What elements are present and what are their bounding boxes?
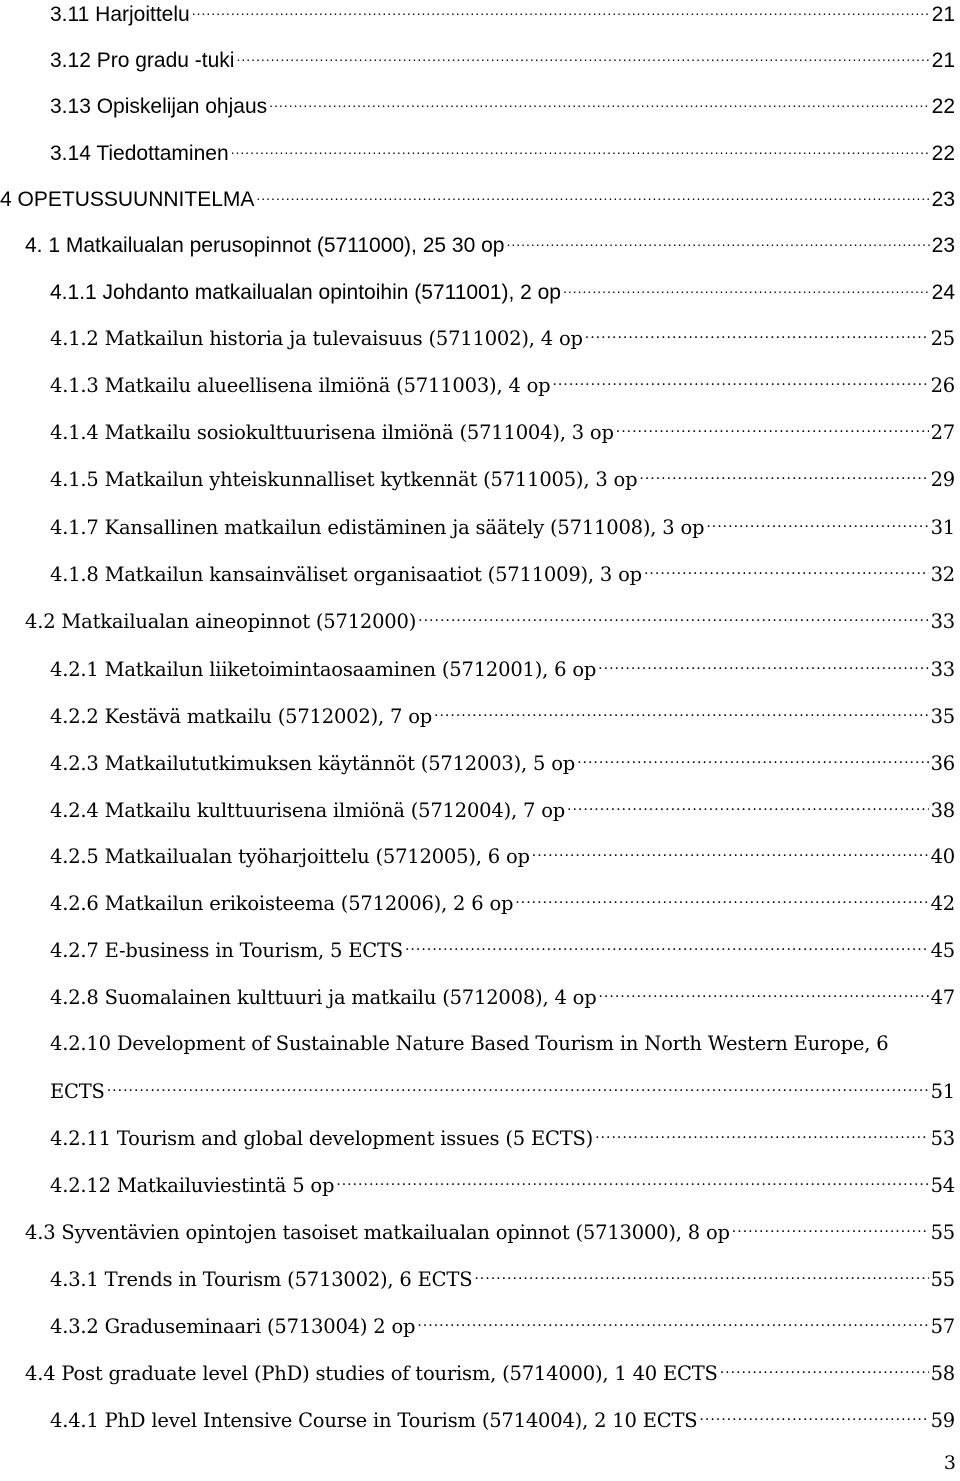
toc-entry-page: 26 [930,373,955,397]
toc-entry[interactable] [50,703,955,730]
toc-entry-title: 4.2.4 Matkailu kulttuurisena ilmiönä (5712004), 7 op [50,798,566,822]
toc-entry-title: 4.2.12 Matkailuviestintä 5 op [50,1173,335,1197]
toc-entry-title: 4.2.6 Matkailun erikoisteema (5712006), 2 6 op [50,891,514,915]
toc-entry[interactable] [50,1266,955,1293]
toc-leader-dots [434,703,929,723]
toc-leader-dots [577,750,929,770]
toc-leader-dots [595,1125,928,1145]
toc-entry[interactable] [50,514,955,541]
toc-entry-title: 4.1.8 Matkailun kansainväliset organisaatiot (5711009), 3 op [50,562,642,586]
toc-leader-dots [732,1219,929,1239]
toc-leader-dots [598,984,928,1004]
toc-entry[interactable] [25,608,955,635]
toc-leader-dots [336,1172,928,1192]
toc-leader-dots [269,92,930,113]
toc-entry-title: ECTS [50,1079,105,1103]
toc-entry-title: 3.12 Pro gradu -tuki [50,49,235,72]
toc-entry-title: 4.1.4 Matkailu sosiokulttuurisena ilmiönä (5711004), 3 op [50,420,614,444]
toc-leader-dots [567,797,929,817]
toc-entry-page: 57 [930,1314,955,1338]
toc-entry[interactable] [50,419,955,446]
toc-entry[interactable] [50,46,955,74]
toc-entry[interactable] [50,561,955,588]
toc-entry-page: 33 [930,609,955,633]
toc-entry-page: 42 [930,891,955,915]
toc-entry-page: 55 [930,1220,955,1244]
toc-entry[interactable] [50,0,955,28]
toc-entry[interactable] [25,231,955,259]
page-number: 3 [943,1452,956,1474]
toc-leader-dots [585,325,929,345]
toc-entry-title: 4.4.1 PhD level Intensive Course in Tourism (5714004), 2 10 ECTS [50,1408,698,1432]
toc-entry-title: 4.2.7 E-business in Tourism, 5 ECTS [50,938,403,962]
toc-entry-title: 4.1.5 Matkailun yhteiskunnalliset kytkennät (5711005), 3 op [50,467,638,491]
toc-entry-page: 22 [931,142,955,165]
toc-entry-page: 27 [930,420,955,444]
toc-entry-page: 54 [930,1173,955,1197]
toc-leader-dots [598,656,928,676]
toc-leader-dots [552,372,928,392]
toc-entry-page: 45 [930,938,955,962]
toc-entry-page: 36 [930,751,955,775]
toc-entry-page: 33 [930,657,955,681]
toc-entry[interactable] [50,843,955,870]
toc-entry-page: 23 [931,234,955,257]
toc-leader-dots [706,514,928,534]
toc-leader-dots [405,937,929,957]
toc-entry[interactable] [50,1125,955,1152]
toc-leader-dots [474,1266,928,1286]
toc-entry[interactable] [50,139,955,167]
toc-leader-dots [256,185,929,206]
toc-entry-title: 4 OPETUSSUUNNITELMA [0,188,255,211]
toc-entry-page: 23 [931,188,955,211]
toc-entry-page: 38 [930,798,955,822]
toc-entry[interactable] [50,937,955,964]
toc-entry-title: 4.1.3 Matkailu alueellisena ilmiönä (5711003), 4 op [50,373,551,397]
toc-leader-dots [515,890,928,910]
toc-entry[interactable] [50,372,955,399]
toc-entry-page: 32 [930,562,955,586]
toc-leader-dots [563,278,930,299]
toc-entry-title: 4.2.3 Matkailututkimuksen käytännöt (5712003), 5 op [50,751,576,775]
toc-entry-title: 3.13 Opiskelijan ohjaus [50,95,268,118]
toc-leader-dots [616,419,929,439]
toc-entry[interactable] [50,984,955,1011]
toc-entry-title: 4.2.8 Suomalainen kulttuuri ja matkailu (5712008), 4 op [50,985,597,1009]
toc-entry-page: 22 [931,95,955,118]
toc-entry-page: 29 [930,467,955,491]
toc-entry-title: 4.2.11 Tourism and global development issues (5 ECTS) [50,1126,594,1150]
toc-entry[interactable] [50,656,955,683]
toc-leader-dots [236,46,929,67]
toc-entry-page: 21 [931,3,955,26]
toc-entry-title: 4.1.2 Matkailun historia ja tulevaisuus (5711002), 4 op [50,326,583,350]
toc-entry[interactable] [25,1219,955,1246]
toc-entry[interactable] [50,750,955,777]
toc-entry-page: 21 [931,49,955,72]
toc-entry[interactable] [50,1407,955,1434]
toc-leader-dots [192,0,930,21]
toc-leader-dots [639,466,928,486]
toc-entry-page: 24 [931,281,955,304]
toc-leader-dots [417,1313,928,1333]
toc-entry-page: 31 [930,515,955,539]
toc-entry-page: 25 [930,326,955,350]
toc-entry-page: 40 [930,844,955,868]
toc-entry-title: 4.2.5 Matkailualan työharjoittelu (5712005), 6 op [50,844,530,868]
toc-entry-title: 4.2 Matkailualan aineopinnot (5712000) [25,609,417,633]
toc-leader-dots [699,1407,928,1427]
toc-entry[interactable] [0,185,955,213]
toc-entry-page: 51 [930,1079,955,1103]
toc-entry-title: 4.1.1 Johdanto matkailualan opintoihin (5711001), 2 op [50,281,561,304]
toc-leader-dots [532,843,929,863]
toc-leader-dots [107,1078,929,1098]
toc-leader-dots [231,139,930,160]
toc-entry-title: 4.2.2 Kestävä matkailu (5712002), 7 op [50,704,433,728]
toc-entry-title: 4.3 Syventävien opintojen tasoiset matkailualan opinnot (5713000), 8 op [25,1220,730,1244]
toc-entry[interactable] [50,890,955,917]
toc-entry-page: 59 [930,1408,955,1432]
toc-entry-title: 4.3.1 Trends in Tourism (5713002), 6 ECTS [50,1267,473,1291]
toc-entry-page: 58 [930,1361,955,1385]
toc-entry-wrapped-line: 4.2.10 Development of Sustainable Nature Based Tourism in North Western Europe, 6 [50,1032,889,1055]
toc-entry[interactable] [50,1313,955,1340]
toc-entry-title: 3.11 Harjoittelu [50,3,190,26]
toc-entry-page: 47 [930,985,955,1009]
toc-leader-dots [720,1360,929,1380]
toc-leader-dots [506,231,929,252]
toc-leader-dots [418,608,928,628]
toc-entry-page: 53 [930,1126,955,1150]
toc-entry-title: 4. 1 Matkailualan perusopinnot (5711000), 25 30 op [25,234,505,257]
toc-entry-title: 4.2.1 Matkailun liiketoimintaosaaminen (5712001), 6 op [50,657,597,681]
toc-entry[interactable] [50,1172,955,1199]
toc-entry-title: 3.14 Tiedottaminen [50,142,229,165]
toc-entry[interactable] [50,92,955,120]
toc-entry-title: 4.4 Post graduate level (PhD) studies of tourism, (5714000), 1 40 ECTS [25,1361,718,1385]
toc-entry[interactable] [25,1360,955,1387]
toc-leader-dots [644,561,929,581]
toc-entry[interactable] [50,278,955,306]
toc-entry-title: 4.3.2 Graduseminaari (5713004) 2 op [50,1314,416,1338]
toc-entry-page: 35 [930,704,955,728]
toc-entry[interactable] [50,797,955,824]
toc-entry[interactable] [50,325,955,352]
toc-entry-page: 55 [930,1267,955,1291]
toc-entry[interactable] [50,466,955,493]
toc-entry[interactable] [50,1078,955,1105]
toc-entry-title: 4.1.7 Kansallinen matkailun edistäminen ja säätely (5711008), 3 op [50,515,705,539]
